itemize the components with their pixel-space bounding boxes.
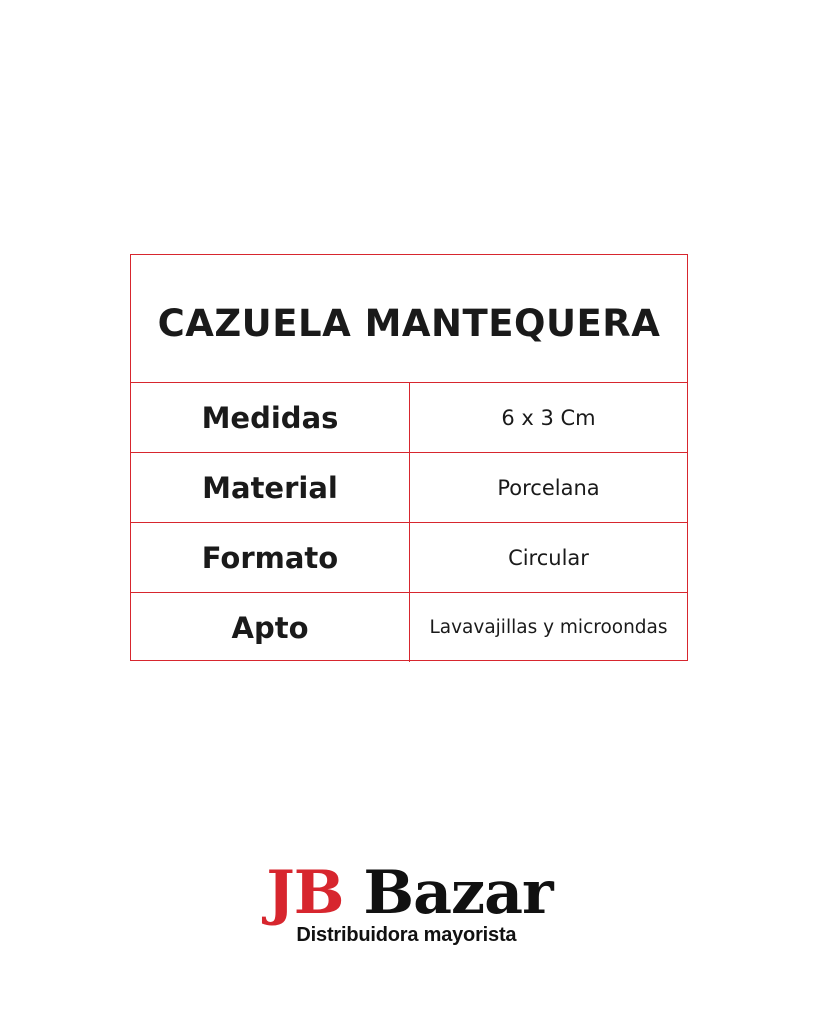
spec-label: Formato	[131, 523, 410, 592]
spec-label: Apto	[131, 593, 410, 662]
spec-row-apto	[131, 593, 687, 662]
spec-value: Porcelana	[497, 475, 600, 500]
brand-wordmark	[266, 860, 552, 926]
brand-bazar: Bazar	[363, 858, 553, 928]
spec-row-formato	[131, 523, 687, 593]
spec-value: Circular	[508, 545, 589, 570]
brand-tagline: Distribuidora mayorista	[296, 924, 517, 946]
logo-block	[266, 860, 552, 947]
spec-value: Lavavajillas y microondas	[429, 617, 668, 638]
spec-value: 6 x 3 Cm	[501, 405, 596, 430]
spec-table	[130, 254, 688, 661]
brand-jb: JB	[266, 858, 344, 928]
brand-logo	[0, 860, 819, 947]
spec-label: Medidas	[131, 383, 410, 452]
spec-row-material	[131, 453, 687, 523]
product-title: CAZUELA MANTEQUERA	[157, 302, 661, 345]
spec-row-medidas	[131, 383, 687, 453]
title-cell	[131, 255, 687, 383]
spec-label: Material	[131, 453, 410, 522]
